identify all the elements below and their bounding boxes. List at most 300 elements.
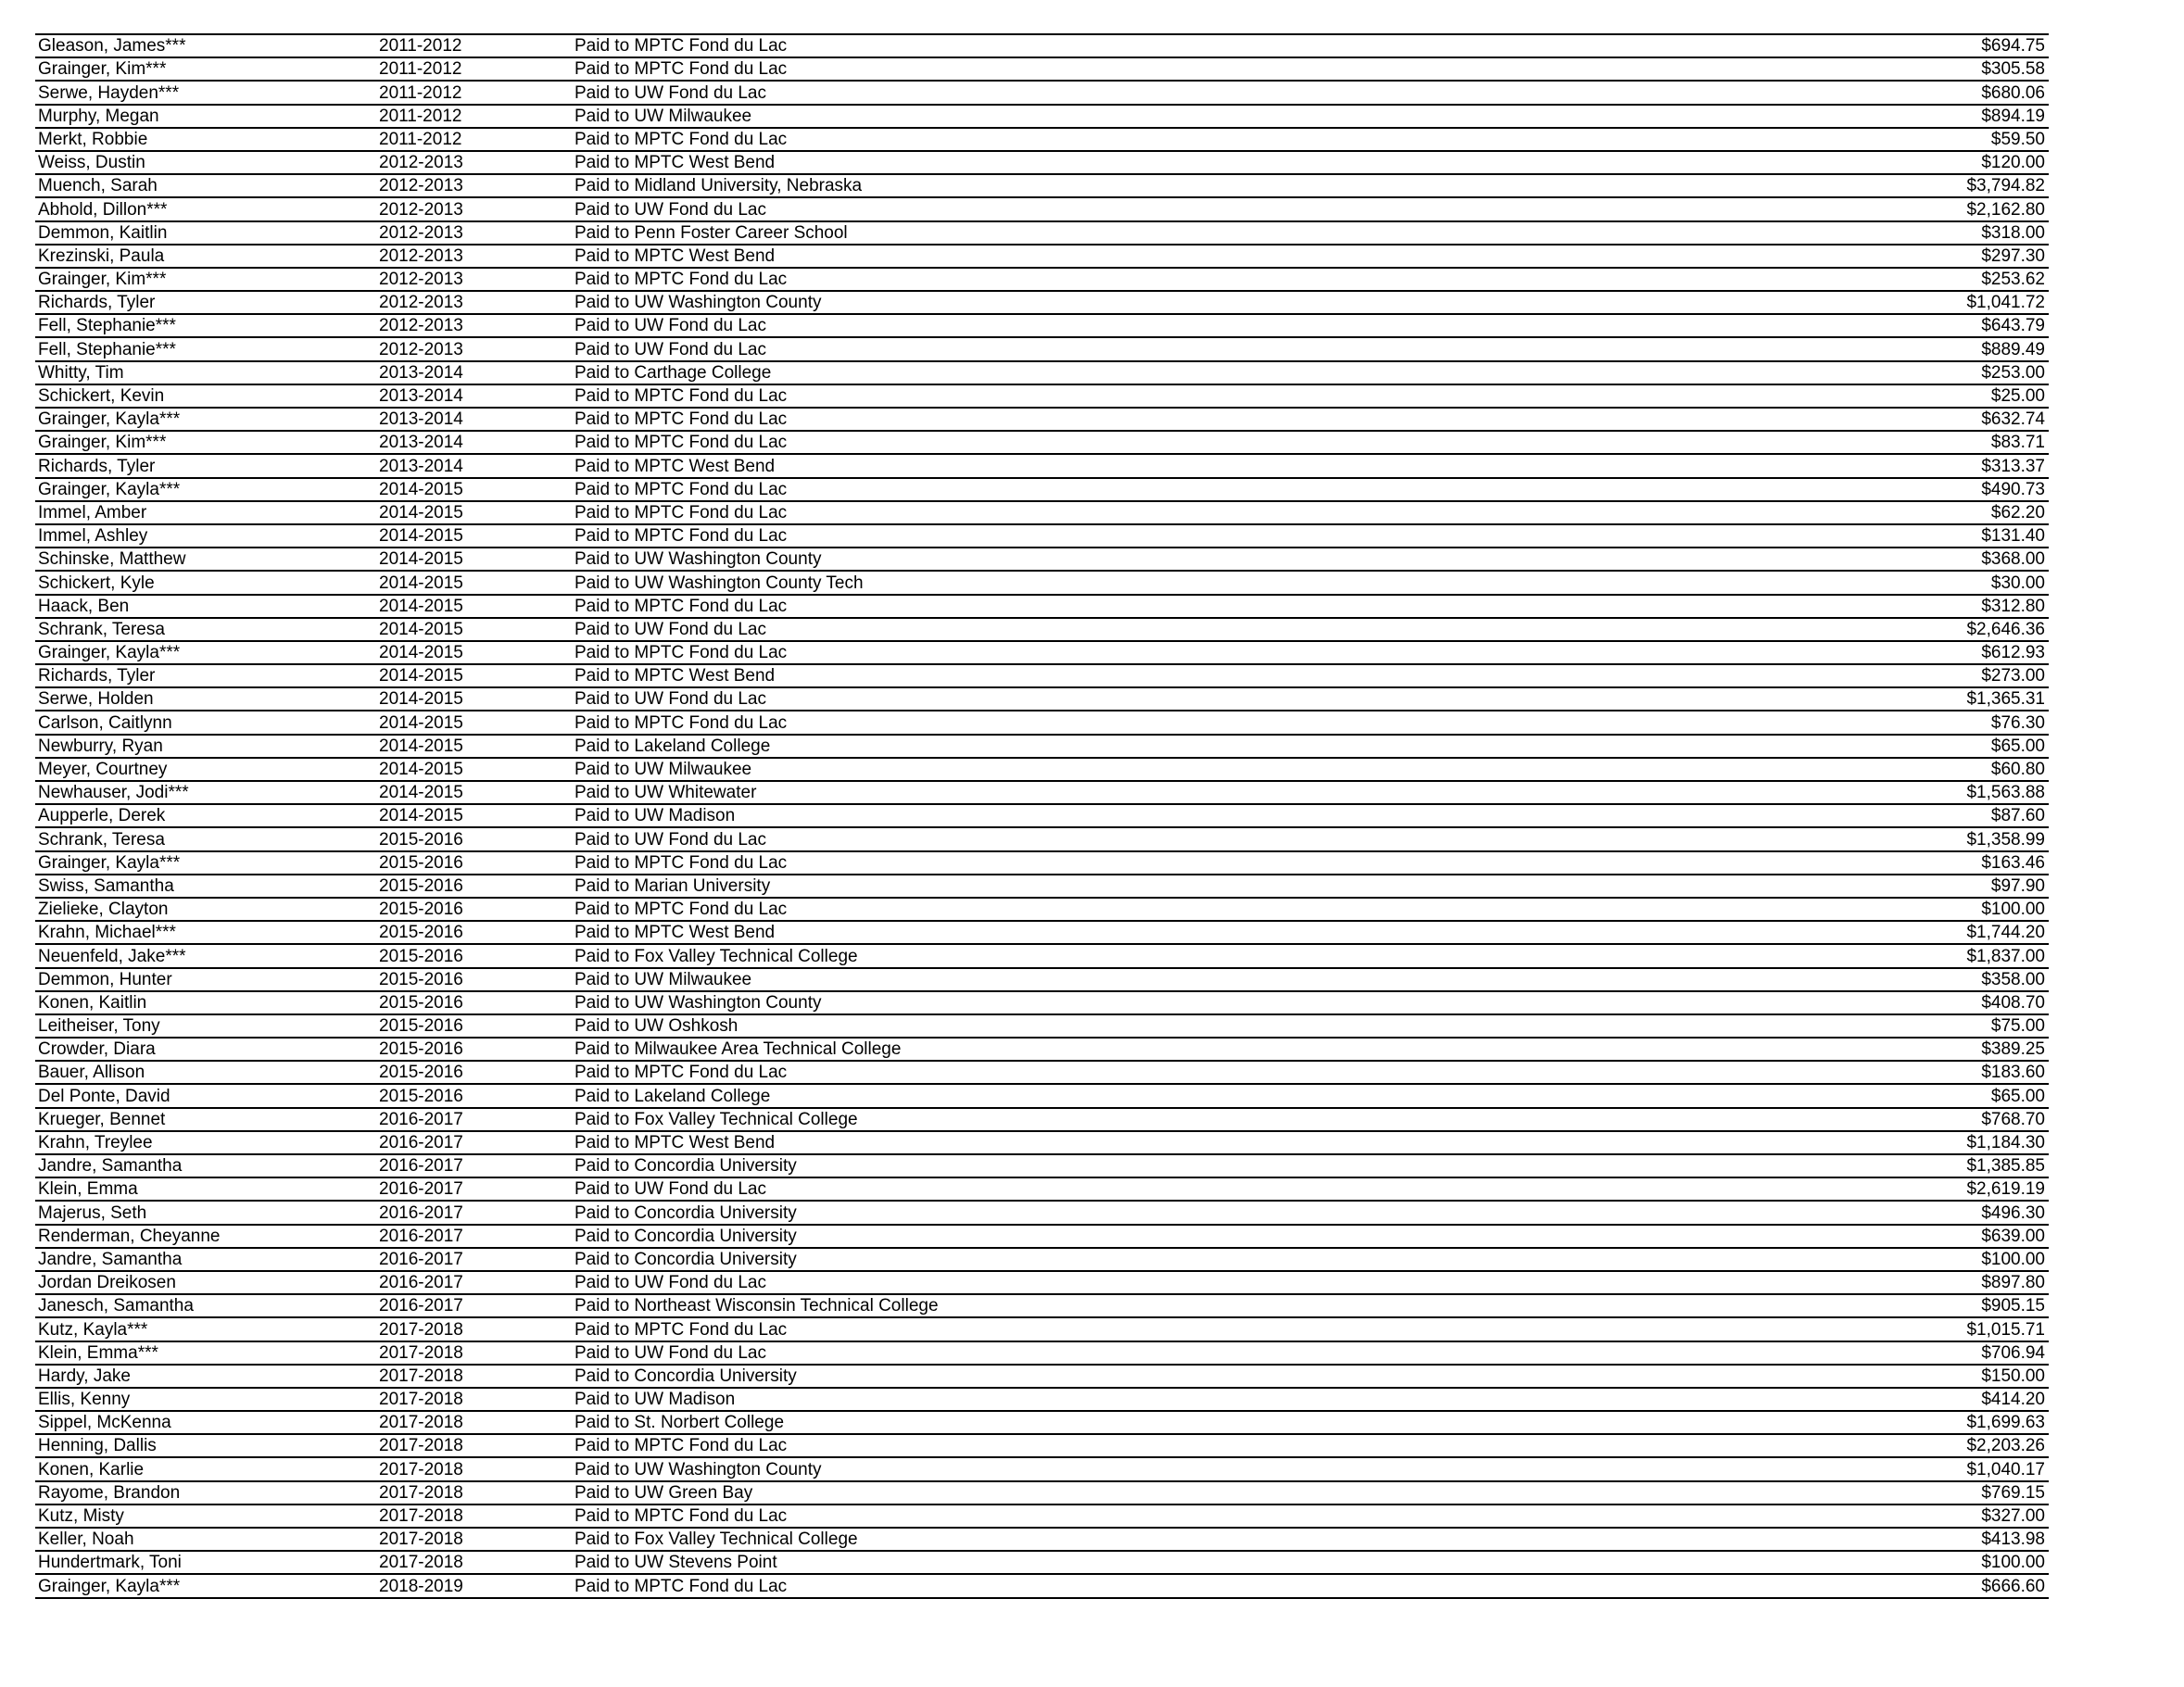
amount-cell: $1,358.99 bbox=[1776, 827, 2049, 850]
payment-description-cell: Paid to UW Washington County bbox=[572, 291, 1776, 314]
payment-description-cell: Paid to MPTC Fond du Lac bbox=[572, 1061, 1776, 1084]
payment-description-cell: Paid to Fox Valley Technical College bbox=[572, 1528, 1776, 1551]
payment-description-cell: Paid to MPTC West Bend bbox=[572, 245, 1776, 268]
amount-cell: $3,794.82 bbox=[1776, 174, 2049, 197]
payment-description-cell: Paid to Fox Valley Technical College bbox=[572, 944, 1776, 967]
school-year-cell: 2014-2015 bbox=[376, 781, 572, 804]
school-year-cell: 2013-2014 bbox=[376, 384, 572, 408]
school-year-cell: 2016-2017 bbox=[376, 1201, 572, 1224]
recipient-name-cell: Klein, Emma*** bbox=[35, 1341, 376, 1365]
table-row bbox=[35, 1154, 2049, 1177]
amount-cell: $253.62 bbox=[1776, 268, 2049, 291]
school-year-cell: 2015-2016 bbox=[376, 827, 572, 850]
table-row bbox=[35, 1038, 2049, 1061]
school-year-cell: 2012-2013 bbox=[376, 314, 572, 337]
school-year-cell: 2012-2013 bbox=[376, 151, 572, 174]
amount-cell: $327.00 bbox=[1776, 1504, 2049, 1528]
recipient-name-cell: Grainger, Kayla*** bbox=[35, 641, 376, 664]
school-year-cell: 2015-2016 bbox=[376, 875, 572, 898]
school-year-cell: 2011-2012 bbox=[376, 81, 572, 104]
payment-description-cell: Paid to UW Oshkosh bbox=[572, 1014, 1776, 1038]
school-year-cell: 2015-2016 bbox=[376, 1014, 572, 1038]
school-year-cell: 2012-2013 bbox=[376, 174, 572, 197]
school-year-cell: 2018-2019 bbox=[376, 1574, 572, 1597]
school-year-cell: 2014-2015 bbox=[376, 618, 572, 641]
recipient-name-cell: Gleason, James*** bbox=[35, 34, 376, 57]
table-row bbox=[35, 827, 2049, 850]
table-row bbox=[35, 1131, 2049, 1154]
table-row bbox=[35, 875, 2049, 898]
payment-description-cell: Paid to MPTC West Bend bbox=[572, 151, 1776, 174]
payment-description-cell: Paid to Marian University bbox=[572, 875, 1776, 898]
amount-cell: $496.30 bbox=[1776, 1201, 2049, 1224]
recipient-name-cell: Richards, Tyler bbox=[35, 454, 376, 477]
amount-cell: $2,646.36 bbox=[1776, 618, 2049, 641]
recipient-name-cell: Del Ponte, David bbox=[35, 1084, 376, 1107]
amount-cell: $60.80 bbox=[1776, 758, 2049, 781]
school-year-cell: 2015-2016 bbox=[376, 1061, 572, 1084]
amount-cell: $75.00 bbox=[1776, 1014, 2049, 1038]
amount-cell: $163.46 bbox=[1776, 851, 2049, 875]
table-row bbox=[35, 1248, 2049, 1271]
table-row bbox=[35, 1411, 2049, 1434]
school-year-cell: 2015-2016 bbox=[376, 921, 572, 944]
amount-cell: $76.30 bbox=[1776, 711, 2049, 734]
table-row bbox=[35, 151, 2049, 174]
recipient-name-cell: Neuenfeld, Jake*** bbox=[35, 944, 376, 967]
payment-description-cell: Paid to MPTC Fond du Lac bbox=[572, 478, 1776, 501]
school-year-cell: 2017-2018 bbox=[376, 1528, 572, 1551]
payment-description-cell: Paid to UW Washington County bbox=[572, 1457, 1776, 1480]
school-year-cell: 2015-2016 bbox=[376, 991, 572, 1014]
payment-description-cell: Paid to UW Stevens Point bbox=[572, 1551, 1776, 1574]
payment-description-cell: Paid to MPTC West Bend bbox=[572, 664, 1776, 687]
school-year-cell: 2016-2017 bbox=[376, 1154, 572, 1177]
table-row bbox=[35, 128, 2049, 151]
table-row bbox=[35, 687, 2049, 711]
school-year-cell: 2015-2016 bbox=[376, 898, 572, 921]
payment-description-cell: Paid to MPTC Fond du Lac bbox=[572, 595, 1776, 618]
payment-description-cell: Paid to UW Milwaukee bbox=[572, 968, 1776, 991]
payment-description-cell: Paid to UW Green Bay bbox=[572, 1481, 1776, 1504]
recipient-name-cell: Schinske, Matthew bbox=[35, 548, 376, 571]
school-year-cell: 2016-2017 bbox=[376, 1225, 572, 1248]
payment-description-cell: Paid to Lakeland College bbox=[572, 1084, 1776, 1107]
amount-cell: $65.00 bbox=[1776, 1084, 2049, 1107]
recipient-name-cell: Haack, Ben bbox=[35, 595, 376, 618]
amount-cell: $1,015.71 bbox=[1776, 1317, 2049, 1341]
recipient-name-cell: Majerus, Seth bbox=[35, 1201, 376, 1224]
payment-description-cell: Paid to MPTC Fond du Lac bbox=[572, 128, 1776, 151]
payment-description-cell: Paid to MPTC Fond du Lac bbox=[572, 711, 1776, 734]
table-row bbox=[35, 711, 2049, 734]
payment-description-cell: Paid to MPTC Fond du Lac bbox=[572, 641, 1776, 664]
recipient-name-cell: Demmon, Hunter bbox=[35, 968, 376, 991]
payment-description-cell: Paid to Concordia University bbox=[572, 1248, 1776, 1271]
table-row bbox=[35, 291, 2049, 314]
table-row bbox=[35, 548, 2049, 571]
school-year-cell: 2012-2013 bbox=[376, 337, 572, 360]
recipient-name-cell: Kutz, Misty bbox=[35, 1504, 376, 1528]
school-year-cell: 2014-2015 bbox=[376, 758, 572, 781]
recipient-name-cell: Richards, Tyler bbox=[35, 291, 376, 314]
table-row bbox=[35, 991, 2049, 1014]
table-row bbox=[35, 664, 2049, 687]
table-row bbox=[35, 758, 2049, 781]
table-row bbox=[35, 431, 2049, 454]
payment-description-cell: Paid to UW Fond du Lac bbox=[572, 197, 1776, 220]
recipient-name-cell: Krahn, Treylee bbox=[35, 1131, 376, 1154]
table-row bbox=[35, 57, 2049, 81]
amount-cell: $358.00 bbox=[1776, 968, 2049, 991]
table-row bbox=[35, 804, 2049, 827]
school-year-cell: 2013-2014 bbox=[376, 431, 572, 454]
payment-description-cell: Paid to Midland University, Nebraska bbox=[572, 174, 1776, 197]
amount-cell: $694.75 bbox=[1776, 34, 2049, 57]
school-year-cell: 2017-2018 bbox=[376, 1365, 572, 1388]
amount-cell: $1,837.00 bbox=[1776, 944, 2049, 967]
table-row bbox=[35, 1574, 2049, 1597]
school-year-cell: 2012-2013 bbox=[376, 291, 572, 314]
school-year-cell: 2017-2018 bbox=[376, 1457, 572, 1480]
recipient-name-cell: Jordan Dreikosen bbox=[35, 1271, 376, 1294]
recipient-name-cell: Richards, Tyler bbox=[35, 664, 376, 687]
table-row bbox=[35, 1271, 2049, 1294]
table-row bbox=[35, 1365, 2049, 1388]
amount-cell: $389.25 bbox=[1776, 1038, 2049, 1061]
table-row bbox=[35, 524, 2049, 548]
table-row bbox=[35, 501, 2049, 524]
payment-description-cell: Paid to Milwaukee Area Technical College bbox=[572, 1038, 1776, 1061]
payment-description-cell: Paid to UW Milwaukee bbox=[572, 105, 1776, 128]
school-year-cell: 2012-2013 bbox=[376, 221, 572, 245]
payment-description-cell: Paid to UW Fond du Lac bbox=[572, 687, 1776, 711]
amount-cell: $100.00 bbox=[1776, 898, 2049, 921]
table-row bbox=[35, 1061, 2049, 1084]
recipient-name-cell: Murphy, Megan bbox=[35, 105, 376, 128]
table-row bbox=[35, 595, 2049, 618]
amount-cell: $643.79 bbox=[1776, 314, 2049, 337]
school-year-cell: 2017-2018 bbox=[376, 1504, 572, 1528]
table-row bbox=[35, 1388, 2049, 1411]
table-row bbox=[35, 454, 2049, 477]
recipient-name-cell: Rayome, Brandon bbox=[35, 1481, 376, 1504]
recipient-name-cell: Krueger, Bennet bbox=[35, 1108, 376, 1131]
payment-description-cell: Paid to Concordia University bbox=[572, 1201, 1776, 1224]
table-row bbox=[35, 1177, 2049, 1201]
amount-cell: $706.94 bbox=[1776, 1341, 2049, 1365]
school-year-cell: 2014-2015 bbox=[376, 804, 572, 827]
school-year-cell: 2014-2015 bbox=[376, 595, 572, 618]
table-row bbox=[35, 245, 2049, 268]
amount-cell: $414.20 bbox=[1776, 1388, 2049, 1411]
recipient-name-cell: Aupperle, Derek bbox=[35, 804, 376, 827]
amount-cell: $1,184.30 bbox=[1776, 1131, 2049, 1154]
table-row bbox=[35, 268, 2049, 291]
table-row bbox=[35, 1551, 2049, 1574]
recipient-name-cell: Merkt, Robbie bbox=[35, 128, 376, 151]
amount-cell: $305.58 bbox=[1776, 57, 2049, 81]
payment-description-cell: Paid to MPTC Fond du Lac bbox=[572, 524, 1776, 548]
school-year-cell: 2014-2015 bbox=[376, 524, 572, 548]
amount-cell: $273.00 bbox=[1776, 664, 2049, 687]
payment-description-cell: Paid to UW Washington County bbox=[572, 548, 1776, 571]
amount-cell: $1,385.85 bbox=[1776, 1154, 2049, 1177]
recipient-name-cell: Newhauser, Jodi*** bbox=[35, 781, 376, 804]
payment-description-cell: Paid to Concordia University bbox=[572, 1365, 1776, 1388]
amount-cell: $368.00 bbox=[1776, 548, 2049, 571]
payment-description-cell: Paid to UW Fond du Lac bbox=[572, 314, 1776, 337]
amount-cell: $150.00 bbox=[1776, 1365, 2049, 1388]
recipient-name-cell: Fell, Stephanie*** bbox=[35, 314, 376, 337]
amount-cell: $769.15 bbox=[1776, 1481, 2049, 1504]
school-year-cell: 2016-2017 bbox=[376, 1131, 572, 1154]
amount-cell: $312.80 bbox=[1776, 595, 2049, 618]
school-year-cell: 2015-2016 bbox=[376, 1084, 572, 1107]
school-year-cell: 2016-2017 bbox=[376, 1177, 572, 1201]
payment-description-cell: Paid to Carthage College bbox=[572, 361, 1776, 384]
amount-cell: $100.00 bbox=[1776, 1248, 2049, 1271]
recipient-name-cell: Schrank, Teresa bbox=[35, 827, 376, 850]
payment-description-cell: Paid to MPTC West Bend bbox=[572, 921, 1776, 944]
amount-cell: $666.60 bbox=[1776, 1574, 2049, 1597]
amount-cell: $768.70 bbox=[1776, 1108, 2049, 1131]
recipient-name-cell: Konen, Karlie bbox=[35, 1457, 376, 1480]
school-year-cell: 2014-2015 bbox=[376, 711, 572, 734]
amount-cell: $905.15 bbox=[1776, 1294, 2049, 1317]
recipient-name-cell: Keller, Noah bbox=[35, 1528, 376, 1551]
payment-description-cell: Paid to MPTC West Bend bbox=[572, 454, 1776, 477]
recipient-name-cell: Demmon, Kaitlin bbox=[35, 221, 376, 245]
recipient-name-cell: Swiss, Samantha bbox=[35, 875, 376, 898]
amount-cell: $100.00 bbox=[1776, 1551, 2049, 1574]
table-row bbox=[35, 384, 2049, 408]
table-row bbox=[35, 1317, 2049, 1341]
recipient-name-cell: Hundertmark, Toni bbox=[35, 1551, 376, 1574]
table-row bbox=[35, 1108, 2049, 1131]
payment-description-cell: Paid to MPTC Fond du Lac bbox=[572, 1574, 1776, 1597]
school-year-cell: 2014-2015 bbox=[376, 501, 572, 524]
scholarship-payments-table bbox=[35, 33, 2049, 1599]
amount-cell: $2,203.26 bbox=[1776, 1434, 2049, 1457]
amount-cell: $889.49 bbox=[1776, 337, 2049, 360]
school-year-cell: 2017-2018 bbox=[376, 1551, 572, 1574]
recipient-name-cell: Immel, Ashley bbox=[35, 524, 376, 548]
table-row bbox=[35, 1084, 2049, 1107]
school-year-cell: 2012-2013 bbox=[376, 197, 572, 220]
school-year-cell: 2014-2015 bbox=[376, 735, 572, 758]
recipient-name-cell: Serwe, Hayden*** bbox=[35, 81, 376, 104]
school-year-cell: 2011-2012 bbox=[376, 34, 572, 57]
school-year-cell: 2014-2015 bbox=[376, 548, 572, 571]
table-row bbox=[35, 1341, 2049, 1365]
amount-cell: $1,699.63 bbox=[1776, 1411, 2049, 1434]
payment-description-cell: Paid to UW Washington County Tech bbox=[572, 571, 1776, 594]
recipient-name-cell: Klein, Emma bbox=[35, 1177, 376, 1201]
payment-description-cell: Paid to MPTC Fond du Lac bbox=[572, 1504, 1776, 1528]
school-year-cell: 2016-2017 bbox=[376, 1108, 572, 1131]
amount-cell: $1,744.20 bbox=[1776, 921, 2049, 944]
table-row bbox=[35, 1457, 2049, 1480]
school-year-cell: 2017-2018 bbox=[376, 1481, 572, 1504]
school-year-cell: 2016-2017 bbox=[376, 1248, 572, 1271]
payment-description-cell: Paid to UW Whitewater bbox=[572, 781, 1776, 804]
recipient-name-cell: Janesch, Samantha bbox=[35, 1294, 376, 1317]
table-row bbox=[35, 898, 2049, 921]
recipient-name-cell: Weiss, Dustin bbox=[35, 151, 376, 174]
amount-cell: $1,365.31 bbox=[1776, 687, 2049, 711]
table-row bbox=[35, 81, 2049, 104]
amount-cell: $894.19 bbox=[1776, 105, 2049, 128]
table-row bbox=[35, 361, 2049, 384]
payment-description-cell: Paid to MPTC Fond du Lac bbox=[572, 1317, 1776, 1341]
school-year-cell: 2017-2018 bbox=[376, 1411, 572, 1434]
payment-description-cell: Paid to St. Norbert College bbox=[572, 1411, 1776, 1434]
school-year-cell: 2017-2018 bbox=[376, 1341, 572, 1365]
school-year-cell: 2014-2015 bbox=[376, 571, 572, 594]
payment-description-cell: Paid to UW Fond du Lac bbox=[572, 1177, 1776, 1201]
recipient-name-cell: Henning, Dallis bbox=[35, 1434, 376, 1457]
school-year-cell: 2015-2016 bbox=[376, 944, 572, 967]
table-row bbox=[35, 337, 2049, 360]
amount-cell: $183.60 bbox=[1776, 1061, 2049, 1084]
recipient-name-cell: Jandre, Samantha bbox=[35, 1248, 376, 1271]
amount-cell: $680.06 bbox=[1776, 81, 2049, 104]
payment-description-cell: Paid to UW Fond du Lac bbox=[572, 1271, 1776, 1294]
amount-cell: $897.80 bbox=[1776, 1271, 2049, 1294]
school-year-cell: 2015-2016 bbox=[376, 1038, 572, 1061]
table-row bbox=[35, 781, 2049, 804]
recipient-name-cell: Muench, Sarah bbox=[35, 174, 376, 197]
recipient-name-cell: Grainger, Kayla*** bbox=[35, 478, 376, 501]
payment-description-cell: Paid to UW Fond du Lac bbox=[572, 1341, 1776, 1365]
amount-cell: $87.60 bbox=[1776, 804, 2049, 827]
table-row bbox=[35, 478, 2049, 501]
recipient-name-cell: Krezinski, Paula bbox=[35, 245, 376, 268]
recipient-name-cell: Sippel, McKenna bbox=[35, 1411, 376, 1434]
school-year-cell: 2017-2018 bbox=[376, 1388, 572, 1411]
table-row bbox=[35, 1504, 2049, 1528]
recipient-name-cell: Serwe, Holden bbox=[35, 687, 376, 711]
recipient-name-cell: Abhold, Dillon*** bbox=[35, 197, 376, 220]
table-row bbox=[35, 1528, 2049, 1551]
amount-cell: $62.20 bbox=[1776, 501, 2049, 524]
payment-description-cell: Paid to Lakeland College bbox=[572, 735, 1776, 758]
school-year-cell: 2016-2017 bbox=[376, 1294, 572, 1317]
recipient-name-cell: Grainger, Kayla*** bbox=[35, 851, 376, 875]
payment-description-cell: Paid to UW Washington County bbox=[572, 991, 1776, 1014]
school-year-cell: 2013-2014 bbox=[376, 454, 572, 477]
table-row bbox=[35, 221, 2049, 245]
recipient-name-cell: Schickert, Kyle bbox=[35, 571, 376, 594]
school-year-cell: 2016-2017 bbox=[376, 1271, 572, 1294]
payment-description-cell: Paid to UW Fond du Lac bbox=[572, 827, 1776, 850]
payment-description-cell: Paid to MPTC Fond du Lac bbox=[572, 268, 1776, 291]
school-year-cell: 2011-2012 bbox=[376, 57, 572, 81]
table-row bbox=[35, 408, 2049, 431]
recipient-name-cell: Carlson, Caitlynn bbox=[35, 711, 376, 734]
payment-description-cell: Paid to MPTC Fond du Lac bbox=[572, 57, 1776, 81]
recipient-name-cell: Krahn, Michael*** bbox=[35, 921, 376, 944]
payment-description-cell: Paid to MPTC Fond du Lac bbox=[572, 431, 1776, 454]
payment-description-cell: Paid to Concordia University bbox=[572, 1225, 1776, 1248]
school-year-cell: 2014-2015 bbox=[376, 664, 572, 687]
recipient-name-cell: Schrank, Teresa bbox=[35, 618, 376, 641]
amount-cell: $97.90 bbox=[1776, 875, 2049, 898]
amount-cell: $297.30 bbox=[1776, 245, 2049, 268]
table-row bbox=[35, 1201, 2049, 1224]
amount-cell: $490.73 bbox=[1776, 478, 2049, 501]
amount-cell: $83.71 bbox=[1776, 431, 2049, 454]
amount-cell: $59.50 bbox=[1776, 128, 2049, 151]
payment-description-cell: Paid to Fox Valley Technical College bbox=[572, 1108, 1776, 1131]
amount-cell: $313.37 bbox=[1776, 454, 2049, 477]
payment-description-cell: Paid to UW Fond du Lac bbox=[572, 337, 1776, 360]
amount-cell: $1,563.88 bbox=[1776, 781, 2049, 804]
school-year-cell: 2012-2013 bbox=[376, 245, 572, 268]
recipient-name-cell: Hardy, Jake bbox=[35, 1365, 376, 1388]
amount-cell: $25.00 bbox=[1776, 384, 2049, 408]
recipient-name-cell: Grainger, Kim*** bbox=[35, 268, 376, 291]
amount-cell: $120.00 bbox=[1776, 151, 2049, 174]
amount-cell: $632.74 bbox=[1776, 408, 2049, 431]
payment-description-cell: Paid to MPTC Fond du Lac bbox=[572, 34, 1776, 57]
table-body bbox=[35, 34, 2049, 1598]
amount-cell: $30.00 bbox=[1776, 571, 2049, 594]
school-year-cell: 2015-2016 bbox=[376, 851, 572, 875]
payment-description-cell: Paid to MPTC Fond du Lac bbox=[572, 851, 1776, 875]
payment-description-cell: Paid to Concordia University bbox=[572, 1154, 1776, 1177]
school-year-cell: 2014-2015 bbox=[376, 641, 572, 664]
table-row bbox=[35, 735, 2049, 758]
table-row bbox=[35, 851, 2049, 875]
amount-cell: $2,162.80 bbox=[1776, 197, 2049, 220]
payment-description-cell: Paid to MPTC Fond du Lac bbox=[572, 384, 1776, 408]
table-row bbox=[35, 1434, 2049, 1457]
school-year-cell: 2017-2018 bbox=[376, 1317, 572, 1341]
table-row bbox=[35, 1225, 2049, 1248]
amount-cell: $413.98 bbox=[1776, 1528, 2049, 1551]
school-year-cell: 2013-2014 bbox=[376, 361, 572, 384]
recipient-name-cell: Grainger, Kim*** bbox=[35, 57, 376, 81]
recipient-name-cell: Fell, Stephanie*** bbox=[35, 337, 376, 360]
table-row bbox=[35, 571, 2049, 594]
recipient-name-cell: Zielieke, Clayton bbox=[35, 898, 376, 921]
table-row bbox=[35, 641, 2049, 664]
payment-description-cell: Paid to MPTC Fond du Lac bbox=[572, 501, 1776, 524]
school-year-cell: 2014-2015 bbox=[376, 687, 572, 711]
table-row bbox=[35, 921, 2049, 944]
table-row bbox=[35, 1294, 2049, 1317]
payment-description-cell: Paid to MPTC Fond du Lac bbox=[572, 408, 1776, 431]
table-row bbox=[35, 1481, 2049, 1504]
recipient-name-cell: Immel, Amber bbox=[35, 501, 376, 524]
payment-description-cell: Paid to MPTC Fond du Lac bbox=[572, 898, 1776, 921]
amount-cell: $2,619.19 bbox=[1776, 1177, 2049, 1201]
recipient-name-cell: Crowder, Diara bbox=[35, 1038, 376, 1061]
amount-cell: $318.00 bbox=[1776, 221, 2049, 245]
recipient-name-cell: Renderman, Cheyanne bbox=[35, 1225, 376, 1248]
table-row bbox=[35, 197, 2049, 220]
school-year-cell: 2015-2016 bbox=[376, 968, 572, 991]
amount-cell: $131.40 bbox=[1776, 524, 2049, 548]
school-year-cell: 2014-2015 bbox=[376, 478, 572, 501]
payment-description-cell: Paid to MPTC Fond du Lac bbox=[572, 1434, 1776, 1457]
recipient-name-cell: Whitty, Tim bbox=[35, 361, 376, 384]
payment-description-cell: Paid to UW Madison bbox=[572, 804, 1776, 827]
recipient-name-cell: Jandre, Samantha bbox=[35, 1154, 376, 1177]
school-year-cell: 2011-2012 bbox=[376, 128, 572, 151]
